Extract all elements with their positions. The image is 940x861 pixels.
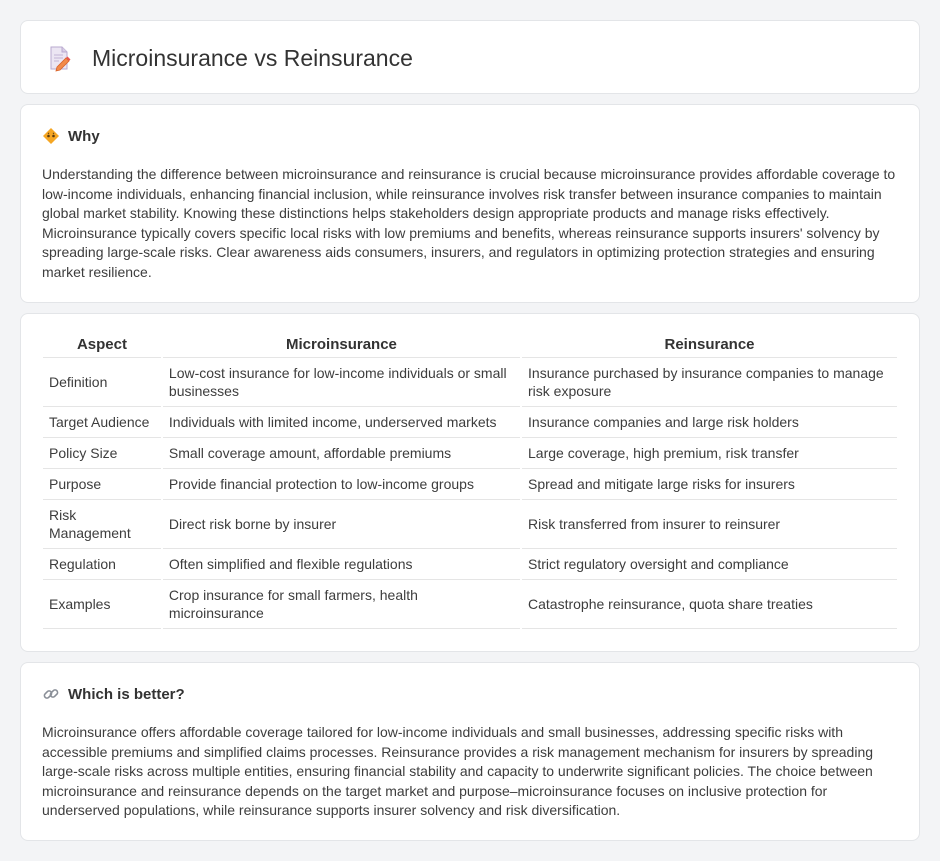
why-body: Understanding the difference between microinsurance and reinsurance is crucial because microinsurance provides affordable coverage to low-income individuals, enhancing financial inclusion, while reinsurance involves risk transfer between insurance companies to maintain global market stability. Knowing these distinctions helps stakeholders design appropriate products and manage risks effectively. Microinsurance typically covers specific local risks with low premiums and benefits, whereas reinsurance supports insurers' solvency by spreading large-scale risks. Clear awareness aids consumers, insurers, and regulators in optimizing protection strategies and ensuring market resilience.	[42, 166, 896, 280]
aspect-cell: Examples	[43, 580, 161, 629]
reinsurance-cell: Spread and mitigate large risks for insurers	[522, 469, 897, 500]
table-header-row	[43, 336, 897, 358]
diamond-warning-icon	[42, 127, 60, 145]
reinsurance-cell: Catastrophe reinsurance, quota share treaties	[522, 580, 897, 629]
better-heading	[42, 685, 185, 703]
page-title: Microinsurance vs Reinsurance	[92, 44, 413, 71]
better-body: Microinsurance offers affordable coverage tailored for low-income individuals and small businesses, addressing specific risks with accessible premiums and simplified claims processes. Reinsurance provides a risk management mechanism for insurers by spreading large-scale risks across multiple entities, ensuring financial stability and capacity to underwrite significant policies. The choice between microinsurance and reinsurance depends on the target market and purpose–microinsurance focuses on inclusive protection for underserved populations, while reinsurance supports insurer solvency and risk diversification.	[42, 724, 874, 818]
table-row	[43, 407, 897, 438]
reinsurance-cell: Risk transferred from insurer to reinsurer	[522, 500, 897, 549]
header-reinsurance: Reinsurance	[522, 336, 897, 358]
link-icon	[42, 685, 60, 703]
better-title: Which is better?	[68, 685, 185, 703]
header-microinsurance: Microinsurance	[163, 336, 520, 358]
aspect-cell: Purpose	[43, 469, 161, 500]
microinsurance-cell: Individuals with limited income, underserved markets	[163, 407, 520, 438]
reinsurance-cell: Insurance purchased by insurance companies to manage risk exposure	[522, 358, 897, 407]
which-is-better-section	[20, 662, 920, 841]
comparison-table	[41, 336, 899, 629]
title-row	[45, 44, 413, 72]
aspect-cell: Target Audience	[43, 407, 161, 438]
microinsurance-cell: Provide financial protection to low-income groups	[163, 469, 520, 500]
microinsurance-cell: Small coverage amount, affordable premiums	[163, 438, 520, 469]
header-card	[20, 20, 920, 94]
aspect-cell: Regulation	[43, 549, 161, 580]
microinsurance-cell: Often simplified and flexible regulations	[163, 549, 520, 580]
aspect-cell: Definition	[43, 358, 161, 407]
microinsurance-cell: Crop insurance for small farmers, health microinsurance	[163, 580, 520, 629]
microinsurance-cell: Low-cost insurance for low-income individuals or small businesses	[163, 358, 520, 407]
microinsurance-cell: Direct risk borne by insurer	[163, 500, 520, 549]
aspect-cell: Risk Management	[43, 500, 161, 549]
why-title: Why	[68, 127, 100, 145]
header-aspect: Aspect	[43, 336, 161, 358]
comparison-table-card	[20, 313, 920, 652]
table-row	[43, 500, 897, 549]
why-section	[20, 104, 920, 303]
reinsurance-cell: Insurance companies and large risk holders	[522, 407, 897, 438]
document-pencil-icon	[45, 44, 73, 72]
table-row	[43, 438, 897, 469]
table-row	[43, 469, 897, 500]
reinsurance-cell: Strict regulatory oversight and compliance	[522, 549, 897, 580]
table-row	[43, 580, 897, 629]
aspect-cell: Policy Size	[43, 438, 161, 469]
table-row	[43, 549, 897, 580]
reinsurance-cell: Large coverage, high premium, risk transfer	[522, 438, 897, 469]
table-row	[43, 358, 897, 407]
why-heading	[42, 127, 100, 145]
